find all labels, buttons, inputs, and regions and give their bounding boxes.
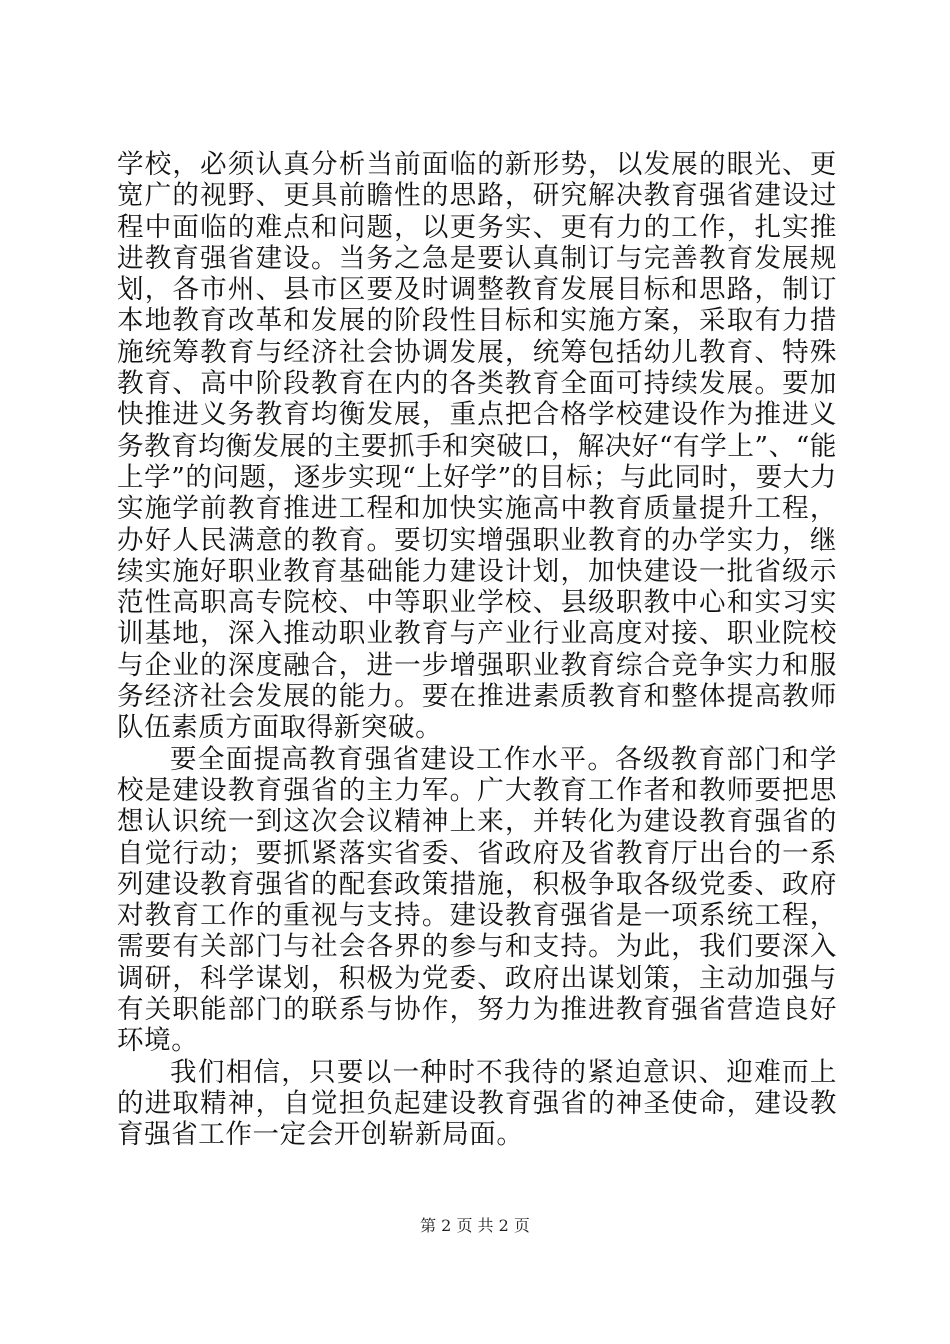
paragraph-1: 学校，必须认真分析当前面临的新形势，以发展的眼光、更宽广的视野、更具前瞻性的思路，研究解决教育强省建设过程中面临的难点和问题，以更务实、更有力的工作，扎实推进教育强省建设。当务之急是要认真制订与完善教育发展规划，各市州、县市区要及时调整教育发展目标和思路，制订本地教育改革和发展的阶段性目标和实施方案，采取有力措施统筹教育与经济社会协调发展，统筹包括幼儿教育、特殊教育、高中阶段教育在内的各类教育全面可持续发展。要加快推进义务教育均衡发展，重点把合格学校建设作为推进义务教育均衡发展的主要抓手和突破口，解决好“有学上”、“能上学”的问题，逐步实现“上好学”的目标；与此同时，要大力实施学前教育推进工程和加快实施高中教育质量提升工程，办好人民满意的教育。要切实增强职业教育的办学实力，继续实施好职业教育基础能力建设计划，加快建设一批省级示范性高职高专院校、中等职业学校、县级职教中心和实习实训基地，深入推动职业教育与产业行业高度对接、职业院校与企业的深度融合，进一步增强职业教育综合竞争实力和服务经济社会发展的能力。要在推进素质教育和整体提高教师队伍素质方面取得新突破。: [117, 149, 837, 744]
document-body: [117, 149, 837, 1151]
page-number-label: 第 2 页 共 2 页: [420, 1216, 530, 1235]
paragraph-2: 要全面提高教育强省建设工作水平。各级教育部门和学校是建设教育强省的主力军。广大教育工作者和教师要把思想认识统一到这次会议精神上来，并转化为建设教育强省的自觉行动；要抓紧落实省委、省政府及省教育厅出台的一系列建设教育强省的配套政策措施，积极争取各级党委、政府对教育工作的重视与支持。建设教育强省是一项系统工程，需要有关部门与社会各界的参与和支持。为此，我们要深入调研，科学谋划，积极为党委、政府出谋划策，主动加强与有关职能部门的联系与协作，努力为推进教育强省营造良好环境。: [117, 743, 837, 1057]
paragraph-3: 我们相信，只要以一种时不我待的紧迫意识、迎难而上的进取精神，自觉担负起建设教育强省的神圣使命，建设教育强省工作一定会开创崭新局面。: [117, 1056, 837, 1151]
page-footer: [0, 1216, 950, 1236]
